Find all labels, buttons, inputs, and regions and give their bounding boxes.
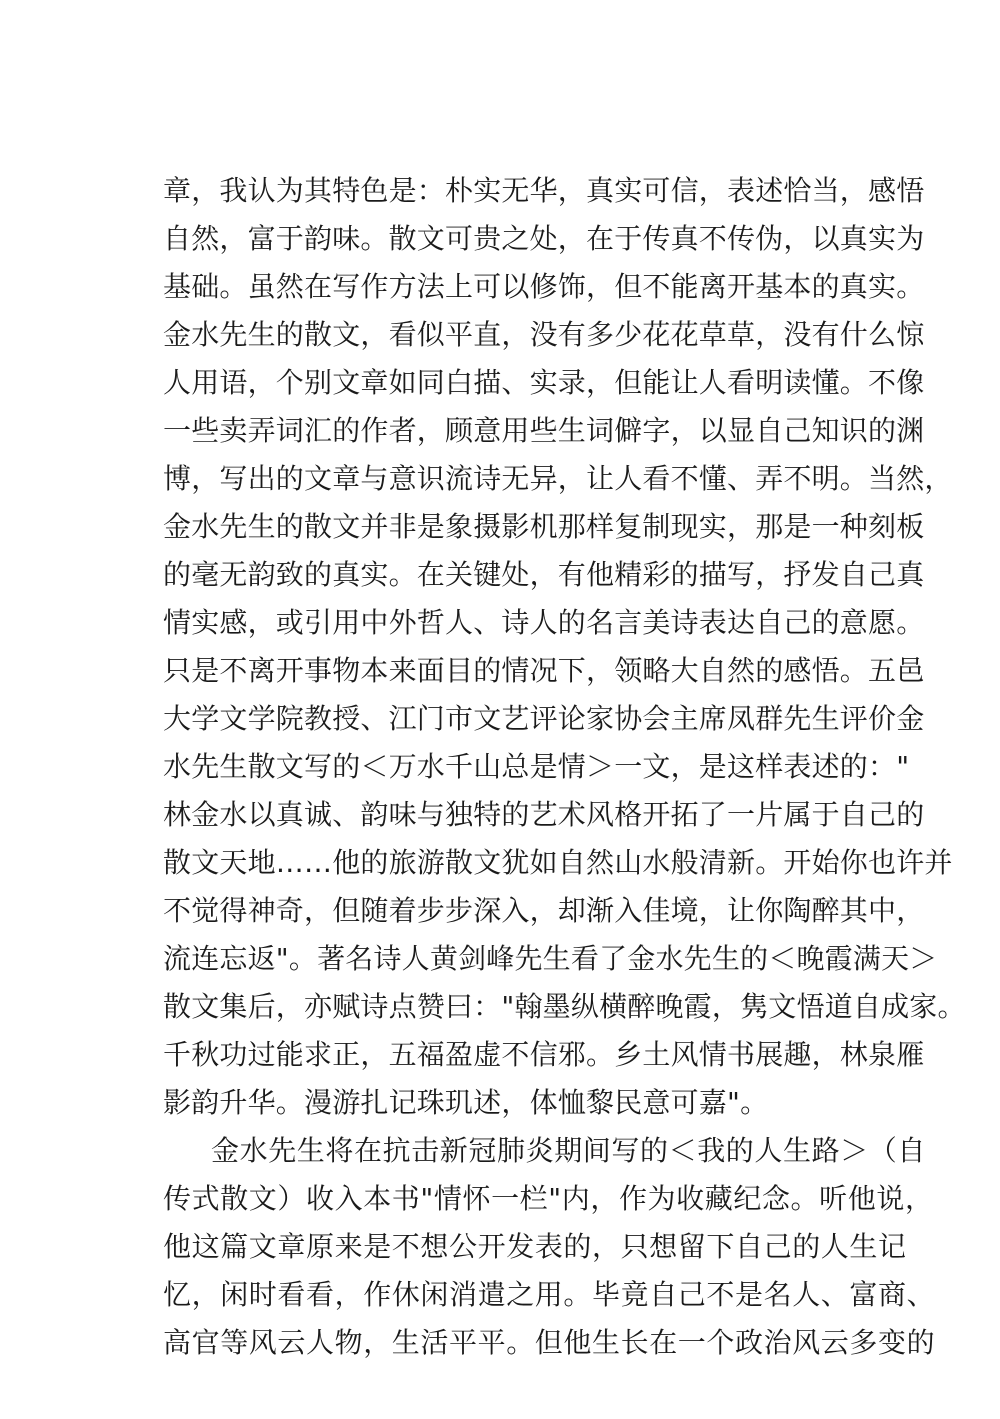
text-line: 传式散文）收入本书"情怀一栏"内，作为收藏纪念。听他说， — [163, 1182, 934, 1215]
text-line: 博，写出的文章与意识流诗无异，让人看不懂、弄不明。当然， — [163, 462, 953, 495]
text-line: 金水先生将在抗击新冠肺炎期间写的＜我的人生路＞（自 — [211, 1134, 927, 1167]
text-line: 林金水以真诚、韵味与独特的艺术风格开拓了一片属于自己的 — [163, 798, 925, 831]
text-line: 一些卖弄词汇的作者，顾意用些生词僻字，以显自己知识的渊 — [163, 414, 925, 447]
text-line: 忆，闲时看看，作休闲消遣之用。毕竟自己不是名人、富商、 — [163, 1278, 936, 1311]
text-line: 人用语，个别文章如同白描、实录，但能让人看明读懂。不像 — [163, 366, 925, 399]
text-line: 千秋功过能求正，五福盈虚不信邪。乡土风情书展趣，林泉雁 — [163, 1038, 925, 1071]
text-line: 情实感，或引用中外哲人、诗人的名言美诗表达自己的意愿。 — [163, 606, 925, 639]
text-line: 大学文学院教授、江门市文艺评论家协会主席凤群先生评价金 — [163, 702, 925, 735]
text-line: 自然，富于韵味。散文可贵之处，在于传真不传伪，以真实为 — [163, 222, 925, 255]
text-line: 不觉得神奇，但随着步步深入，却渐入佳境，让你陶醉其中， — [163, 894, 925, 927]
text-line: 流连忘返"。著名诗人黄剑峰先生看了金水先生的＜晚霞满天＞ — [163, 942, 938, 975]
text-line: 影韵升华。漫游扎记珠玑述，体恤黎民意可嘉"。 — [163, 1086, 769, 1119]
text-line: 金水先生的散文并非是象摄影机那样复制现实，那是一种刻板 — [163, 510, 925, 543]
text-line: 高官等风云人物，生活平平。但他生长在一个政治风云多变的 — [163, 1326, 936, 1359]
text-line: 金水先生的散文，看似平直，没有多少花花草草，没有什么惊 — [163, 318, 925, 351]
text-line: 只是不离开事物本来面目的情况下，领略大自然的感悟。五邑 — [163, 654, 925, 687]
text-line: 章，我认为其特色是：朴实无华，真实可信，表述恰当，感悟 — [163, 174, 925, 207]
text-line: 他这篇文章原来是不想公开发表的，只想留下自己的人生记 — [163, 1230, 907, 1263]
text-line: 水先生散文写的＜万水千山总是情＞一文，是这样表述的：" — [163, 750, 910, 783]
text-line: 散文天地……他的旅游散文犹如自然山水般清新。开始你也许并 — [163, 846, 953, 879]
text-line: 基础。虽然在写作方法上可以修饰，但不能离开基本的真实。 — [163, 270, 925, 303]
text-line: 的毫无韵致的真实。在关键处，有他精彩的描写，抒发自己真 — [163, 558, 925, 591]
text-line: 散文集后，亦赋诗点赞曰："翰墨纵横醉晚霞，隽文悟道自成家。 — [163, 990, 966, 1023]
